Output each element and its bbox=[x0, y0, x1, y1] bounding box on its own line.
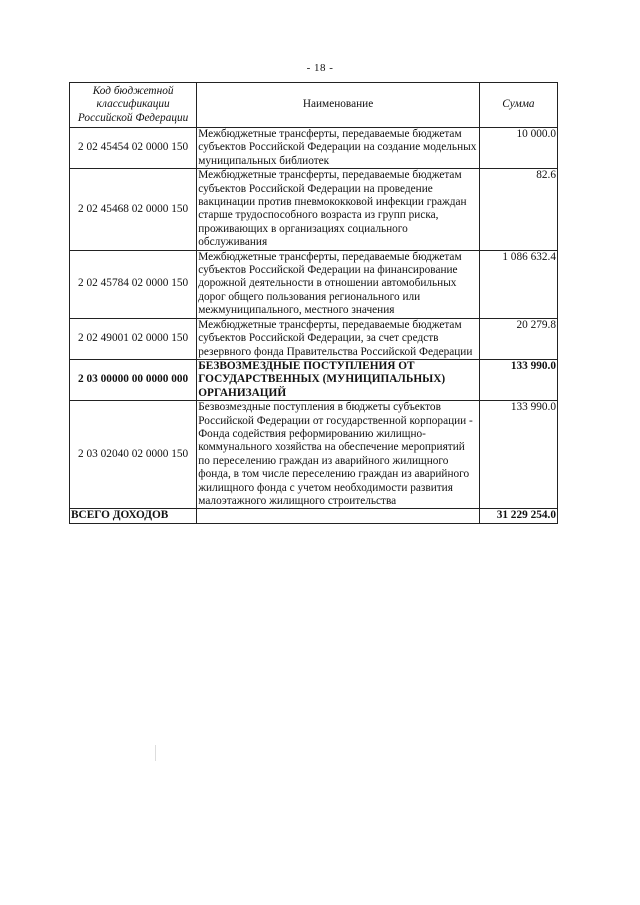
row-code: 2 02 45784 02 0000 150 bbox=[70, 250, 197, 318]
scan-mark bbox=[155, 745, 156, 761]
row-code: 2 03 02040 02 0000 150 bbox=[70, 401, 197, 509]
row-name: Безвозмездные поступления в бюджеты субъектов Российской Федерации от государственной корпорации - Фонда содействия реформированию жилищно-коммунального хозяйства на обеспечение мероприятий по переселению граждан из аварийного жилищного фонда, в том числе переселению граждан из аварийного жилищного фонда с учетом необходимости развития малоэтажного жилищного строительства bbox=[197, 401, 480, 509]
row-name: Межбюджетные трансферты, передаваемые бюджетам субъектов Российской Федерации, за счет средств резервного фонда Правительства Российской Федерации bbox=[197, 318, 480, 359]
row-name: Межбюджетные трансферты, передаваемые бюджетам субъектов Российской Федерации на финансирование дорожной деятельности в отношении автомобильных дорог общего пользования регионального или межмуниципального, местного значения bbox=[197, 250, 480, 318]
row-code: 2 02 49001 02 0000 150 bbox=[70, 318, 197, 359]
header-code: Код бюджетной классификации Российской Федерации bbox=[70, 83, 197, 128]
income-table bbox=[69, 82, 558, 524]
row-sum: 20 279.8 bbox=[479, 318, 557, 359]
table-row bbox=[70, 169, 558, 250]
row-sum: 133 990.0 bbox=[479, 401, 557, 509]
row-name: БЕЗВОЗМЕЗДНЫЕ ПОСТУПЛЕНИЯ ОТ ГОСУДАРСТВЕННЫХ (МУНИЦИПАЛЬНЫХ) ОРГАНИЗАЦИЙ bbox=[197, 359, 480, 400]
table-row bbox=[70, 128, 558, 169]
page-number: - 18 - bbox=[306, 62, 334, 74]
header-sum: Сумма bbox=[479, 83, 557, 128]
total-label: ВСЕГО ДОХОДОВ bbox=[70, 509, 197, 523]
total-name-empty bbox=[197, 509, 480, 523]
row-name: Межбюджетные трансферты, передаваемые бюджетам субъектов Российской Федерации на проведение вакцинации против пневмококковой инфекции граждан старше трудоспособного возраста из групп риска, проживающих в организациях социального обслуживания bbox=[197, 169, 480, 250]
table-row-total bbox=[70, 509, 558, 523]
row-code: 2 03 00000 00 0000 000 bbox=[70, 359, 197, 400]
table-header-row bbox=[70, 83, 558, 128]
row-code: 2 02 45454 02 0000 150 bbox=[70, 128, 197, 169]
row-sum: 10 000.0 bbox=[479, 128, 557, 169]
row-code: 2 02 45468 02 0000 150 bbox=[70, 169, 197, 250]
header-name: Наименование bbox=[197, 83, 480, 128]
table-row bbox=[70, 401, 558, 509]
row-sum: 1 086 632.4 bbox=[479, 250, 557, 318]
row-sum: 82.6 bbox=[479, 169, 557, 250]
row-name: Межбюджетные трансферты, передаваемые бюджетам субъектов Российской Федерации на создание модельных муниципальных библиотек bbox=[197, 128, 480, 169]
table-row bbox=[70, 318, 558, 359]
row-sum: 133 990.0 bbox=[479, 359, 557, 400]
table-row bbox=[70, 250, 558, 318]
total-sum: 31 229 254.0 bbox=[479, 509, 557, 523]
table-row-section bbox=[70, 359, 558, 400]
